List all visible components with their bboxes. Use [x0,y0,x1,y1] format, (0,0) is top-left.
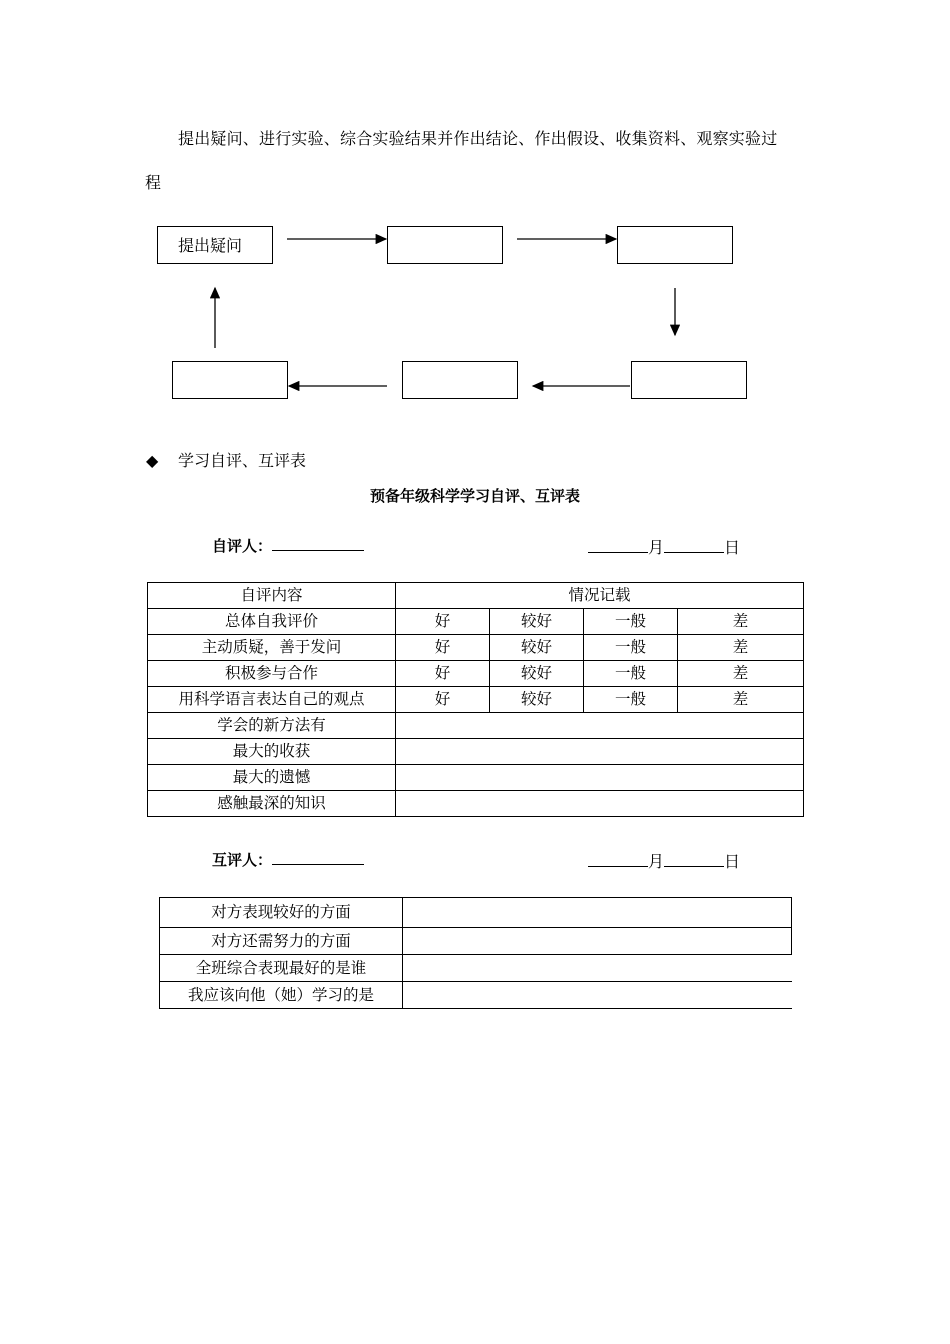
self-eval-signer-blank[interactable] [272,536,364,551]
table-row [148,635,804,661]
rating-option[interactable]: 一般 [584,661,678,687]
rating-option[interactable]: 较好 [490,661,584,687]
self-eval-signer-row [212,535,364,556]
rating-option[interactable]: 差 [678,609,804,635]
answer-field[interactable] [403,898,792,928]
table-row [148,713,804,739]
row-item: 主动质疑，善于发问 [148,635,396,661]
rating-option[interactable]: 差 [678,687,804,713]
row-item: 积极参与合作 [148,661,396,687]
table-row [148,609,804,635]
row-item: 全班综合表现最好的是谁 [160,955,403,982]
rating-option[interactable]: 一般 [584,635,678,661]
form-title: 预备年级科学学习自评、互评表 [369,487,580,505]
row-item: 用科学语言表达自己的观点 [148,687,396,713]
peer-eval-month-blank[interactable] [588,852,648,867]
answer-field[interactable] [403,928,792,955]
row-item: 感触最深的知识 [148,791,396,817]
intro-text-line-1: 提出疑问、进行实验、综合实验结果并作出结论、作出假设、收集资料、观察实验过 [178,129,778,148]
answer-field[interactable] [396,713,804,739]
table-row [148,661,804,687]
flow-box-5 [402,361,518,399]
table-row [160,928,792,955]
row-item: 总体自我评价 [148,609,396,635]
peer-eval-table [159,897,792,1009]
peer-eval-day-label: 日 [724,852,741,871]
self-eval-signer-label: 自评人： [212,537,273,555]
answer-field[interactable] [403,955,792,982]
rating-option[interactable]: 较好 [490,635,584,661]
answer-field[interactable] [403,982,792,1009]
self-eval-day-blank[interactable] [664,538,724,553]
row-item: 最大的遗憾 [148,765,396,791]
flow-box-2 [387,226,503,264]
table-row [148,765,804,791]
flow-box-6 [172,361,288,399]
table-row [148,791,804,817]
flow-box-1-label: 提出疑问 [178,236,243,255]
table-row [160,982,792,1009]
rating-option[interactable]: 好 [396,687,490,713]
self-eval-month-blank[interactable] [588,538,648,553]
table-header-row [148,583,804,609]
self-eval-day-label: 日 [724,538,741,557]
header-situation-record: 情况记载 [396,583,804,609]
row-item: 我应该向他（她）学习的是 [160,982,403,1009]
peer-eval-signer-blank[interactable] [272,850,364,865]
section-heading [146,448,306,471]
flow-box-4 [631,361,747,399]
flow-box-3 [617,226,733,264]
table-row [160,955,792,982]
rating-option[interactable]: 差 [678,635,804,661]
rating-option[interactable]: 好 [396,609,490,635]
self-eval-month-label: 月 [648,538,665,557]
row-item: 对方表现较好的方面 [160,898,403,928]
self-eval-table [147,582,804,817]
row-item: 对方还需努力的方面 [160,928,403,955]
rating-option[interactable]: 好 [396,635,490,661]
peer-eval-date-row [588,849,740,872]
answer-field[interactable] [396,791,804,817]
rating-option[interactable]: 一般 [584,609,678,635]
rating-option[interactable]: 较好 [490,687,584,713]
answer-field[interactable] [396,739,804,765]
section-heading-text: 学习自评、互评表 [178,451,307,470]
peer-eval-signer-label: 互评人： [212,851,273,869]
flow-box-1 [157,226,273,264]
rating-option[interactable]: 较好 [490,609,584,635]
peer-eval-signer-row [212,849,364,870]
rating-option[interactable]: 一般 [584,687,678,713]
rating-option[interactable]: 好 [396,661,490,687]
table-row [148,687,804,713]
table-row [160,898,792,928]
diamond-bullet-icon: ◆ [146,451,159,470]
peer-eval-day-blank[interactable] [664,852,724,867]
peer-eval-month-label: 月 [648,852,665,871]
rating-option[interactable]: 差 [678,661,804,687]
table-row [148,739,804,765]
intro-text-line-2: 程 [145,173,162,192]
row-item: 学会的新方法有 [148,713,396,739]
header-self-eval-content: 自评内容 [148,583,396,609]
row-item: 最大的收获 [148,739,396,765]
self-eval-date-row [588,535,740,558]
answer-field[interactable] [396,765,804,791]
